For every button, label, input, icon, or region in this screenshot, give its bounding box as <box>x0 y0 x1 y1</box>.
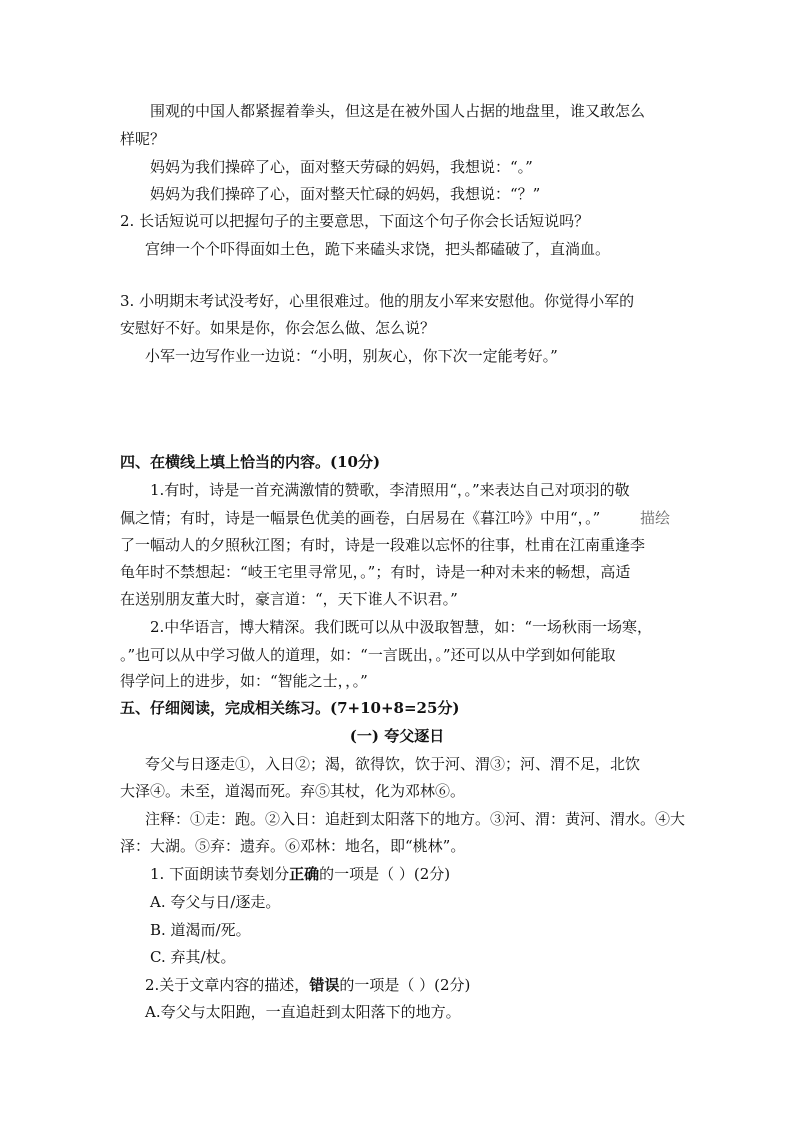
text-line: 。”也可以从中学习做人的道理，如：“一言既出，。”还可以从中学到如何能取 <box>120 646 616 664</box>
question-2-emph: 错误 <box>309 976 340 994</box>
text-line: 得学问上的进步，如：“智能之士，，。” <box>120 672 368 690</box>
question-1-prefix: 1. 下面朗读节奏划分 <box>150 865 290 883</box>
text-line: 2.中华语言，博大精深。我们既可以从中汲取智慧，如：“一场秋雨一场寒， <box>150 618 652 636</box>
question-1-emph: 正确 <box>289 865 320 883</box>
option-a: A.夸父与太阳跑，一直追赶到太阳落下的地方。 <box>145 1003 461 1021</box>
text-line: 妈妈为我们操碎了心，面对整天忙碌的妈妈，我想说：“？” <box>150 185 541 203</box>
text-line: 在送别朋友董大时，豪言道：“，天下谁人不识君。” <box>120 590 458 608</box>
question-1 <box>150 864 450 884</box>
question-1-suffix: 的一项是（ ）(2分) <box>319 865 451 883</box>
text-line: 佩之情；有时，诗是一幅景色优美的画卷，白居易在《暮江吟》中用“，。” <box>120 509 601 527</box>
passage-title: (一) 夸父逐日 <box>349 727 445 745</box>
text-line: 安慰好不好。如果是你，你会怎么做、怎么说？ <box>120 319 436 337</box>
section-5-heading: 五、仔细阅读，完成相关练习。(7+10+8=25分) <box>120 699 460 717</box>
text-line: 小军一边写作业一边说：“小明，别灰心，你下次一定能考好。” <box>145 347 558 365</box>
question-2: 2. 长话短说可以把握句子的主要意思，下面这个句子你会长话短说吗？ <box>120 212 590 230</box>
text-line: 龟年时不禁想起：“岐王宅里寻常见，。”；有时，诗是一种对未来的畅想，高适 <box>120 563 631 581</box>
question-2-reading <box>145 975 470 995</box>
section-4-heading: 四、在横线上填上恰当的内容。(10分) <box>120 453 381 471</box>
text-line: 样呢？ <box>120 130 166 148</box>
text-line: 围观的中国人都紧握着拳头，但这是在被外国人占据的地盘里，谁又敢怎么 <box>150 102 646 120</box>
text-line: 描绘 <box>640 509 671 527</box>
option-b: B. 道渴而/死。 <box>150 921 251 939</box>
question-2-suffix: 的一项是（ ）(2分) <box>339 976 471 994</box>
option-c: C. 弃其/杖。 <box>150 948 236 966</box>
question-3: 3. 小明期末考试没考好，心里很难过。他的朋友小军来安慰他。你觉得小军的 <box>120 292 635 310</box>
text-line: 夸父与日逐走①，入日②；渴，欲得饮，饮于河、渭③；河、渭不足，北饮 <box>145 755 641 773</box>
text-line: 宫绅一个个吓得面如土色，跪下来磕头求饶，把头都磕破了，直淌血。 <box>145 240 611 258</box>
note-line: 泽：大湖。⑤弃：遗弃。⑥邓林：地名，即“桃林”。 <box>120 837 466 855</box>
option-a: A. 夸父与日/逐走。 <box>150 893 281 911</box>
text-line: 妈妈为我们操碎了心，面对整天劳碌的妈妈，我想说：“。” <box>150 158 533 176</box>
note-line: 注释：①走：跑。②入日：追赶到太阳落下的地方。③河、渭：黄河、渭水。④大 <box>145 810 686 828</box>
question-2-prefix: 2.关于文章内容的描述， <box>145 976 310 994</box>
text-line: 了一幅动人的夕照秋江图；有时，诗是一段难以忘怀的往事，杜甫在江南重逢李 <box>120 536 646 554</box>
text-line: 大泽④。未至，道渴而死。弃⑤其杖，化为邓林⑥。 <box>120 782 466 800</box>
text-line: 1.有时，诗是一首充满激情的赞歌，李清照用“，。”来表达自己对项羽的敬 <box>150 481 630 499</box>
